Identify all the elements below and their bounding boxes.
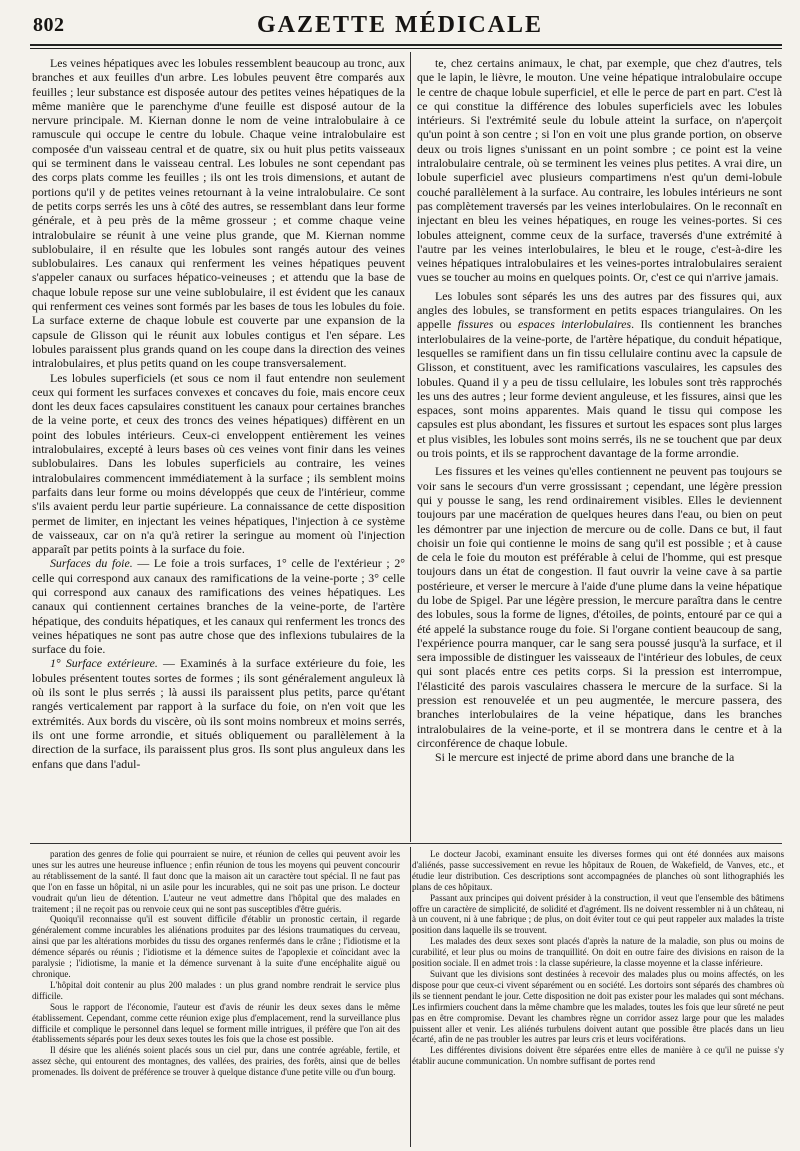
paragraph: Le docteur Jacobi, examinant ensuite les diverses formes qui ont été données aux maisons d'aliénés, passe successivement en revue les hôpitaux de Rouen, de Wakefield, de Vanves, etc., et étudie leur distribution. Ces descriptions sont accompagnées de planches où sont lithographiés les plans de ces hôpitaux. — [412, 849, 784, 892]
paragraph: Les veines hépatiques avec les lobules ressemblent beaucoup au tronc, aux branches et aux feuilles d'un arbre. Les lobules peuvent être comparés aux feuilles ; leur substance est disposée autour des petites veines hépatiques de la même manière que le parenchyme d'une feuille est disposé autour de la nervure principale. M. Kiernan donne le nom de veine intralobulaire à ce ramuscule qui occupe le centre du lobule. Chaque veine intralobulaire est composée d'un vaisseau central et de quatre, six ou huit plus petits vaisseaux qui se terminent dans le vaisseau central. Les lobules ne sont cependant pas des corps plats comme les feuilles ; ils ont les trois dimensions, et autant de portions qu'il y de petites veines retournant à la veine intralobulaire. Ce sont de petits corps serrés les uns à côté des autres, se ressemblant dans leur forme générale, et à peu près de la même grosseur ; et comme chaque veine intralobulaire se réunit à une veine plus grande, que M. Kiernan nomme sublobulaire, il en résulte que les lobules sont rangés autour des veines sublobulaires. Les canaux qui renferment les veines hépatiques peuvent s'appeler canaux ou surfaces hépatico-veineuses ; et attendu que la base de chaque lobule repose sur une veine sublobulaire, il est évident que les canaux qui renferment ces veines sont formés par les bases de tous les lobules du foie. La surface externe de chaque lobule est couverte par une expansion de la capsule de Glisson qui le réunit aux lobules contigus et l'en sépare. Les lobules paraissent plus grands quand on les coupe dans la direction des veines intralobulaires, et plus petits quand on les coupe transversalement. — [32, 56, 405, 371]
paragraph: te, chez certains animaux, le chat, par exemple, que chez d'autres, tels que le lapin, le lièvre, le mouton. Une veine hépatique intralobulaire occupe le centre de chaque lobule superficiel, et elle le perce de part en part. C'est là ce qui constitue la différence des lobules superficiels avec les lobules intérieurs. Si l'extrémité seule du lobule atteint la surface, on n'aperçoit qu'un point à son centre ; si l'on en voit une plus grande portion, on observe deux ou trois lignes s'unissant en un point sombre ; ce point est la veine intralobulaire centrale, où se terminent les veines plus petites. A vrai dire, un lobule superficiel avec plusieurs compartimens n'est qu'un demi-lobule couché parallèlement à la surface. Au contraire, les lobules intérieurs ne sont pas complètement traversés par les veines interlobulaires. On le reconnaît en injectant en bleu les veines hépatiques, en rouge les veines-portes. Si ces lobules atteignent, comme ceux de la surface, traversés d'une extrémité à l'autre par les veines interlobulaires, le bleu et le rouge, c'est-à-dire les veines hépatiques intralobulaires et les veines-portes intralobulaires seraient vues se toucher au moins en quelques points. Or, c'est ce qui n'arrive jamais. — [417, 56, 782, 285]
paragraph — [32, 556, 405, 656]
paragraph — [32, 656, 405, 770]
paragraph-text: — Le foie a trois surfaces, 1° celle de l'extérieur ; 2° celle qui correspond aux canaux des ramifications de la veine-porte ; 3° celle qui correspond aux canaux des ramifications des veines hépatiques. Les canaux qui contiennent certaines branches de la veine-porte, de l'artère hépatique, des conduits hépatiques, et les canaux qui renferment les troncs des veines hépatiques ne sont pas autre chose que des inflexions tubulaires de la surface du foie. — [32, 556, 405, 657]
review-column-right — [412, 849, 784, 1144]
paragraph: L'hôpital doit contenir au plus 200 malades : un plus grand nombre rendrait le service plus difficile. — [32, 979, 400, 1001]
paragraph-text: — Examinés à la surface extérieure du foie, les lobules présentent toutes sortes de formes ; ils sont généralement anguleux là où ils sont le plus serrés ; là aussi ils paraissent plus petits, parce qu'étant rangés verticalement par rapport à la surface du foie, on n'en voit que les extrémités. Aux bords du viscère, où ils sont moins nombreux et moins serrés, ils ont une forme arrondie, et situés obliquement ou parallèlement à la direction de la surface, ils paraissent plus gros. Ils sont plus anguleux dans les enfans que dans l'adul- — [32, 656, 405, 771]
paragraph: paration des genres de folie qui pourraient se nuire, et réunion de celles qui peuvent avoir les unes sur les autres une heureuse influence ; enfin réunion de tous les moyens qui peuvent concourir au rétablissement de la santé. Il faut donc que la maison ait un caractère tout spécial. Il ne faut pas que l'on en fasse un hôpital, ni un asile pour les incurables, qui ne soit pas une prison. Le docteur voudrait qu'un lieu de détention. L'auteur ne veut admettre dans l'hôpital que des malades en traitement ; il ne reçoit pas ou renvoie ceux qui ne sont pas susceptibles d'être guéris. — [32, 849, 400, 914]
section-heading: 1° Surface extérieure. — [50, 656, 158, 671]
section-heading: Surfaces du foie. — [50, 556, 133, 571]
paragraph: Les fissures et les veines qu'elles contiennent ne peuvent pas toujours se voir sans le secours d'un verre grossissant ; cependant, une légère pression qui y pousse le sang, les rend ordinairement visibles. Elles le deviennent toujours par une macération de quelques heures dans l'eau, ou bien on peut les démontrer par une injection de mercure ou de colle. Dans ce but, il faut choisir un foie qui contienne le moins de sang qu'il est possible ; et à cause de cela le foie du mouton est préférable à celui de l'homme, qui est presque toujours dans un état de congestion. Il faut ouvrir la veine cave à sa partie postérieure, et verser le mercure à l'aide d'une plume dans la veine hépatique du lobe de Spigel. Par une légère pression, le mercure paraîtra dans le centre des lobules, sous la forme de lignes, d'étoiles, de points, entouré par ce qui a été appelé la substance rouge du foie. Si l'organe contient beaucoup de sang, l'expérience pourra manquer, car le sang sera poussé jusqu'à la surface, et il sera impossible de distinguer les vaisseaux de l'intérieur des lobules, de ceux qui sont placés entre ces petits corps. Si la pression est interrompue, l'élasticité des parois vasculaires chassera le mercure de la surface. Si la pression est renouvelée et un peu augmentée, le mercure passera, des branches interlobulaires de la veine hépatique, dans les branches intralobulaires de la veine-porte, et il se montrera dans le centre et à la circonférence de chaque lobule. — [417, 464, 782, 750]
paragraph: Suivant que les divisions sont destinées à recevoir des malades plus ou moins affectés, on les dispose pour que ceux-ci vivent séparément ou en société. Les dortoirs sont séparés des chambres où ils se tiennent pendant le jour. Cette disposition ne doit pas exister pour les malades qui sont méchans. Les infirmiers couchent dans la même chambre que les malades, toutes les fois que leur sûreté ne peut pas en être compromise. Devant les chambres règne un corridor assez large pour que les malades puissent aller et venir. Les aliénés turbulens doivent autant que possible être placés dans un lieu écarté, afin de ne pas troubler les autres par leurs cris et leurs vociférations. — [412, 968, 784, 1045]
page-header — [0, 0, 800, 42]
paragraph-text: . Ils contiennent les branches interlobulaires de la veine-porte, de l'artère hépatique, du conduit hépatique, lesquelles se ramifient dans un fin tissu cellulaire continu avec la capsule de Glisson, et constituent, avec les ramifications vasculaires, les capsules des lobules. Quand il y a peu de tissu cellulaire, les lobules sont très rapprochés les uns des autres ; leur forme devient anguleuse, et les fissures, ainsi que les espaces, sont moins apparentes. Mais quand le tissu qui compose les capsules est plus abondant, les fissures et surtout les espaces sont plus larges et plus visibles, les lobules sont moins serrés, ils ne se touchent que par deux ou trois points, et ils se rapprochent davantage de la forme arrondie. — [417, 317, 782, 461]
article-column-right — [417, 56, 782, 840]
masthead-title: GAZETTE MÉDICALE — [256, 12, 544, 38]
paragraph: Il désire que les aliénés soient placés sous un ciel pur, dans une contrée agréable, fertile, et assez sèche, qui entourent des montagnes, des vallées, des prairies, des forêts, ainsi que de belles promenades. Ils doivent de préférence se trouver à quelque distance d'une petite ville ou d'un bourg. — [32, 1045, 400, 1078]
paragraph — [417, 289, 782, 461]
paragraph-text: ou — [493, 317, 518, 332]
paragraph: Si le mercure est injecté de prime abord dans une branche de la — [435, 750, 735, 765]
header-rule — [30, 44, 782, 49]
term: espaces interlobulaires — [517, 317, 632, 332]
paragraph: Les différentes divisions doivent être séparées entre elles de manière à ce qu'il ne puisse s'y établir aucune communication. Un nombre suffisant de portes rend — [412, 1045, 784, 1067]
column-divider-bottom — [410, 847, 411, 1147]
paragraph: Les malades des deux sexes sont placés d'après la nature de la maladie, son plus ou moins de curabilité, et leur plus ou moins de tranquillité. On doit en outre faire des divisions en raison de la position sociale. Il en admet trois : la classe supérieure, la classe moyenne et la classe inférieure. — [412, 936, 784, 969]
paragraph-text: Les lobules sont séparés les uns des autres par des fissures qui, aux angles des lobules, se transforment en petits espaces triangulaires. On les appelle — [417, 288, 782, 332]
section-divider — [30, 843, 782, 844]
page-number: 802 — [33, 14, 65, 36]
term: fissures — [457, 317, 494, 332]
article-column-left — [32, 56, 405, 840]
paragraph: Sous le rapport de l'économie, l'auteur est d'avis de réunir les deux sexes dans le même établissement. Cependant, comme cette réunion exige plus d'emplacement, rend la surveillance plus difficile et complique le personnel dans lequel se forment mille intrigues, il préfère que l'on ait des établissements séparés pour les deux sexes toutes les fois que la chose est possible. — [32, 1001, 400, 1045]
paragraph: Les lobules superficiels (et sous ce nom il faut entendre non seulement ceux qui forment les surfaces convexes et concaves du foie, mais encore ceux dont les deux faces capsulaires constituent les canaux pour certaines branches de la veine porte, et ceux des troncs des veines hépatiques) diffèrent en un point des lobules intérieurs. Ceux-ci enveloppent entièrement les veines intralobulaires, excepté à leurs bases où ces veines vont finir dans les veines sublobulaires. Dans les lobules superficiels au contraire, les veines intralobulaires commencent immédiatement à la surface ; ils semblent moins parfaits dans leur forme ou moins développés que ceux de l'intérieur, comme s'ils avaient perdu leur partie supérieure. La connaissance de cette disposition permet de limiter, en injectant les veines hépatiques, l'injection à ce système de vaisseaux, car on n'a qu'à retirer la seringue au moment où l'injection apparaît par petits points à la surface du foie. — [32, 370, 405, 557]
column-divider-top — [410, 52, 411, 842]
paragraph: Passant aux principes qui doivent présider à la construction, il veut que l'ensemble des bâtimens offre un caractère de simplicité, de solidité et d'agrément. Ils ne doivent ressembler ni à un château, ni à un couvent, ni à une fabrique ; de plus, on doit éviter tout ce qui peut rappeler aux malades la triste position dans laquelle ils se trouvent. — [412, 892, 784, 936]
paragraph: Quoiqu'il reconnaisse qu'il est souvent difficile d'établir un pronostic certain, il regarde généralement comme incurables les aliénations produites par des lésions traumatiques du cerveau, ainsi que par les altérations morbides du tissu des organes renfermés dans le crâne ; l'idiotisme et la démence séparés ou réunis ; l'idiotisme et la démence suites de l'apoplexie et coïncidant avec la paralysie ; l'idiotisme, la manie et la démence survenant à la suite d'une encéphalite aiguë ou chronique. — [32, 914, 400, 979]
review-column-left — [32, 849, 400, 1144]
